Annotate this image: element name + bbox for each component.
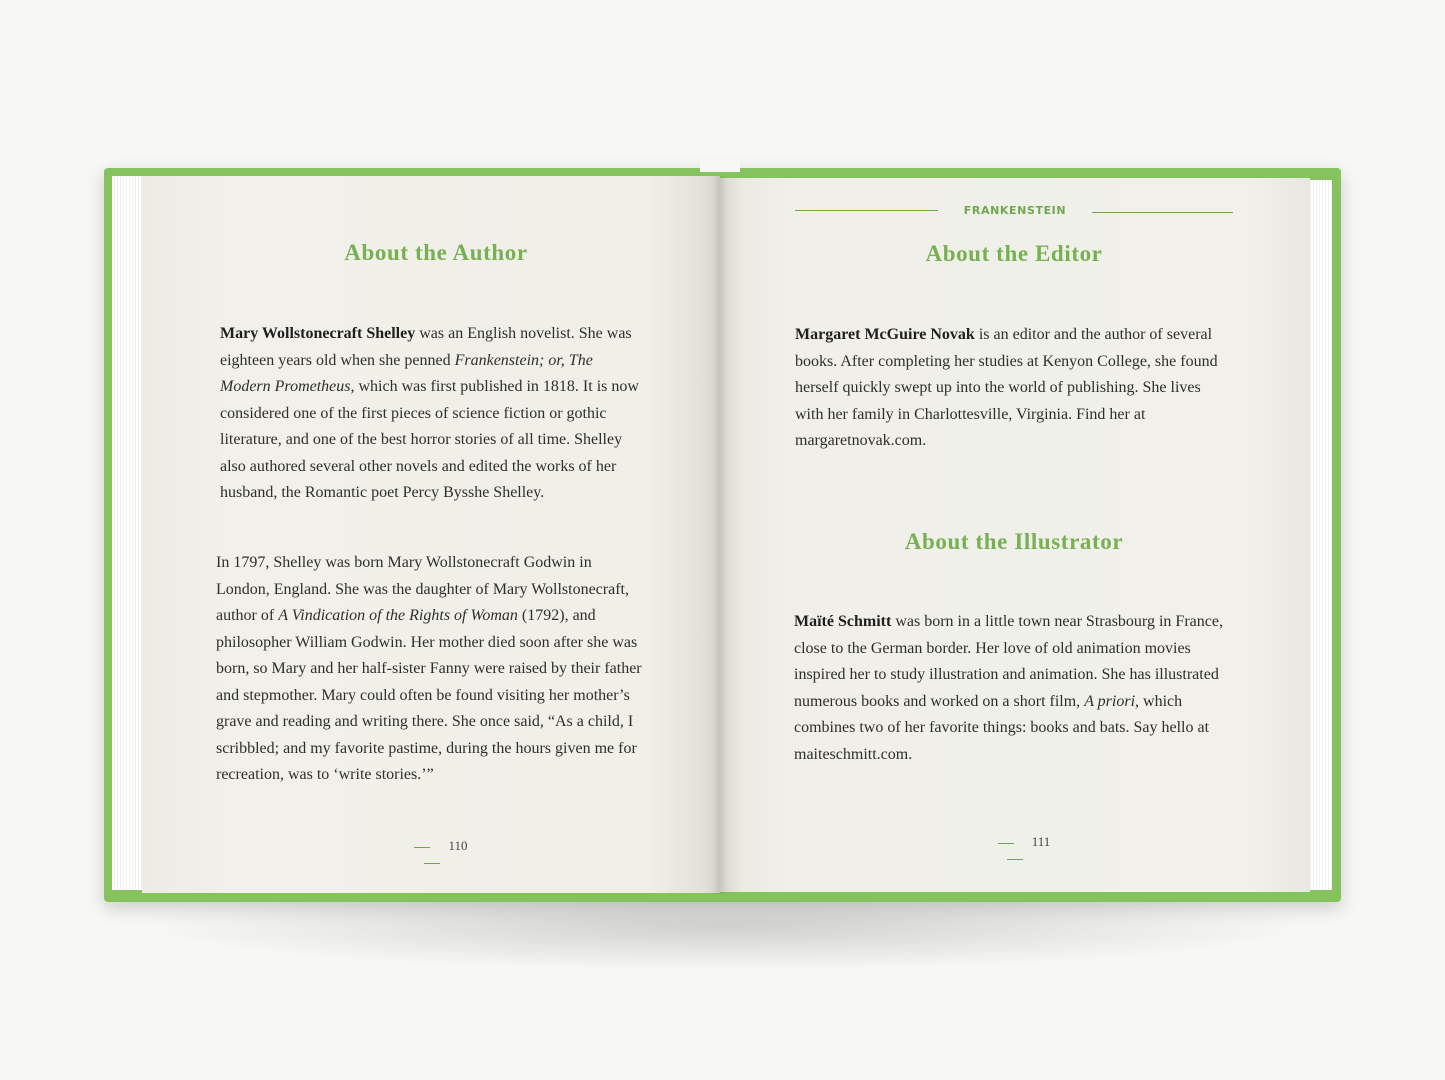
about-editor-heading: About the Editor	[925, 241, 1103, 266]
about-illustrator-heading: About the Illustrator	[904, 529, 1124, 554]
vindication-title: A Vindication of the Rights of Woman	[278, 607, 518, 624]
editor-name: Margaret McGuire Novak	[795, 326, 975, 343]
film-title: A priori,	[1084, 692, 1140, 710]
page-number-right	[955, 834, 1075, 866]
illustrator-text-2: which combines two of her favorite things: books and bats. Say hello at maiteschmitt.com.	[794, 692, 1210, 763]
folio-dash	[424, 863, 440, 864]
running-head-rule-right	[1092, 212, 1233, 213]
cover-spine-gap	[700, 160, 740, 172]
running-head	[795, 202, 1233, 222]
author-text-2: which was first published in 1818. It is now considered one of the first pieces of science fiction or gothic literature, and one of the best horror stories of all time. Shelley also authored several other novels and edited the works of her husband, the Romantic poet Percy Bysshe Shelley.	[220, 378, 639, 501]
author-text-4: (1792), and philosopher William Godwin. Her mother died soon after she was born, so Mary and her half-sister Fanny were raised by their father and stepmother. Mary could often be found visiting her mother’s grave and reading and writing there. She once said, “As a child, I scribbled; and my favorite pastime, during the hours given me for recreation, was to ‘write stories.’”	[216, 607, 642, 783]
illustrator-text-1: was born in a little town near Strasbourg in France, close to the German border. Her love of old animation movies inspired her to study illustration and animation. She has illustrated numerous books and worked on a short film,	[794, 613, 1223, 710]
editor-paragraph	[795, 322, 1223, 455]
folio-dash	[1007, 859, 1023, 860]
illustrator-name: Maïté Schmitt	[794, 613, 892, 630]
running-head-title: FRANKENSTEIN	[963, 204, 1067, 217]
editor-text: is an editor and the author of several books. After completing her studies at Kenyon College, she found herself quickly swept up into the world of publishing. She lives with her family in Charlottesville, Virginia. Find her at margaretnovak.com.	[795, 326, 1218, 449]
author-name: Mary Wollstonecraft Shelley	[220, 325, 416, 342]
folio-dash	[998, 843, 1014, 844]
illustrator-paragraph	[794, 609, 1230, 768]
author-paragraph-2	[216, 550, 644, 789]
author-text-3: In 1797, Shelley was born Mary Wollstonecraft Godwin in London, England. She was the daughter of Mary Wollstonecraft, author of	[216, 554, 629, 624]
page-number-left	[372, 838, 492, 870]
book-gutter	[712, 176, 728, 894]
book-title: Frankenstein; or, The Modern Prometheus,	[220, 351, 593, 395]
folio-dash	[414, 847, 430, 848]
running-head-rule-left	[795, 210, 938, 211]
author-text-1: was an English novelist. She was eighteen years old when she penned	[220, 325, 632, 369]
page-number-111: 111	[1031, 834, 1051, 849]
author-paragraph-1	[220, 321, 642, 507]
about-author-heading: About the Author	[344, 240, 528, 265]
page-number-110: 110	[448, 838, 468, 853]
